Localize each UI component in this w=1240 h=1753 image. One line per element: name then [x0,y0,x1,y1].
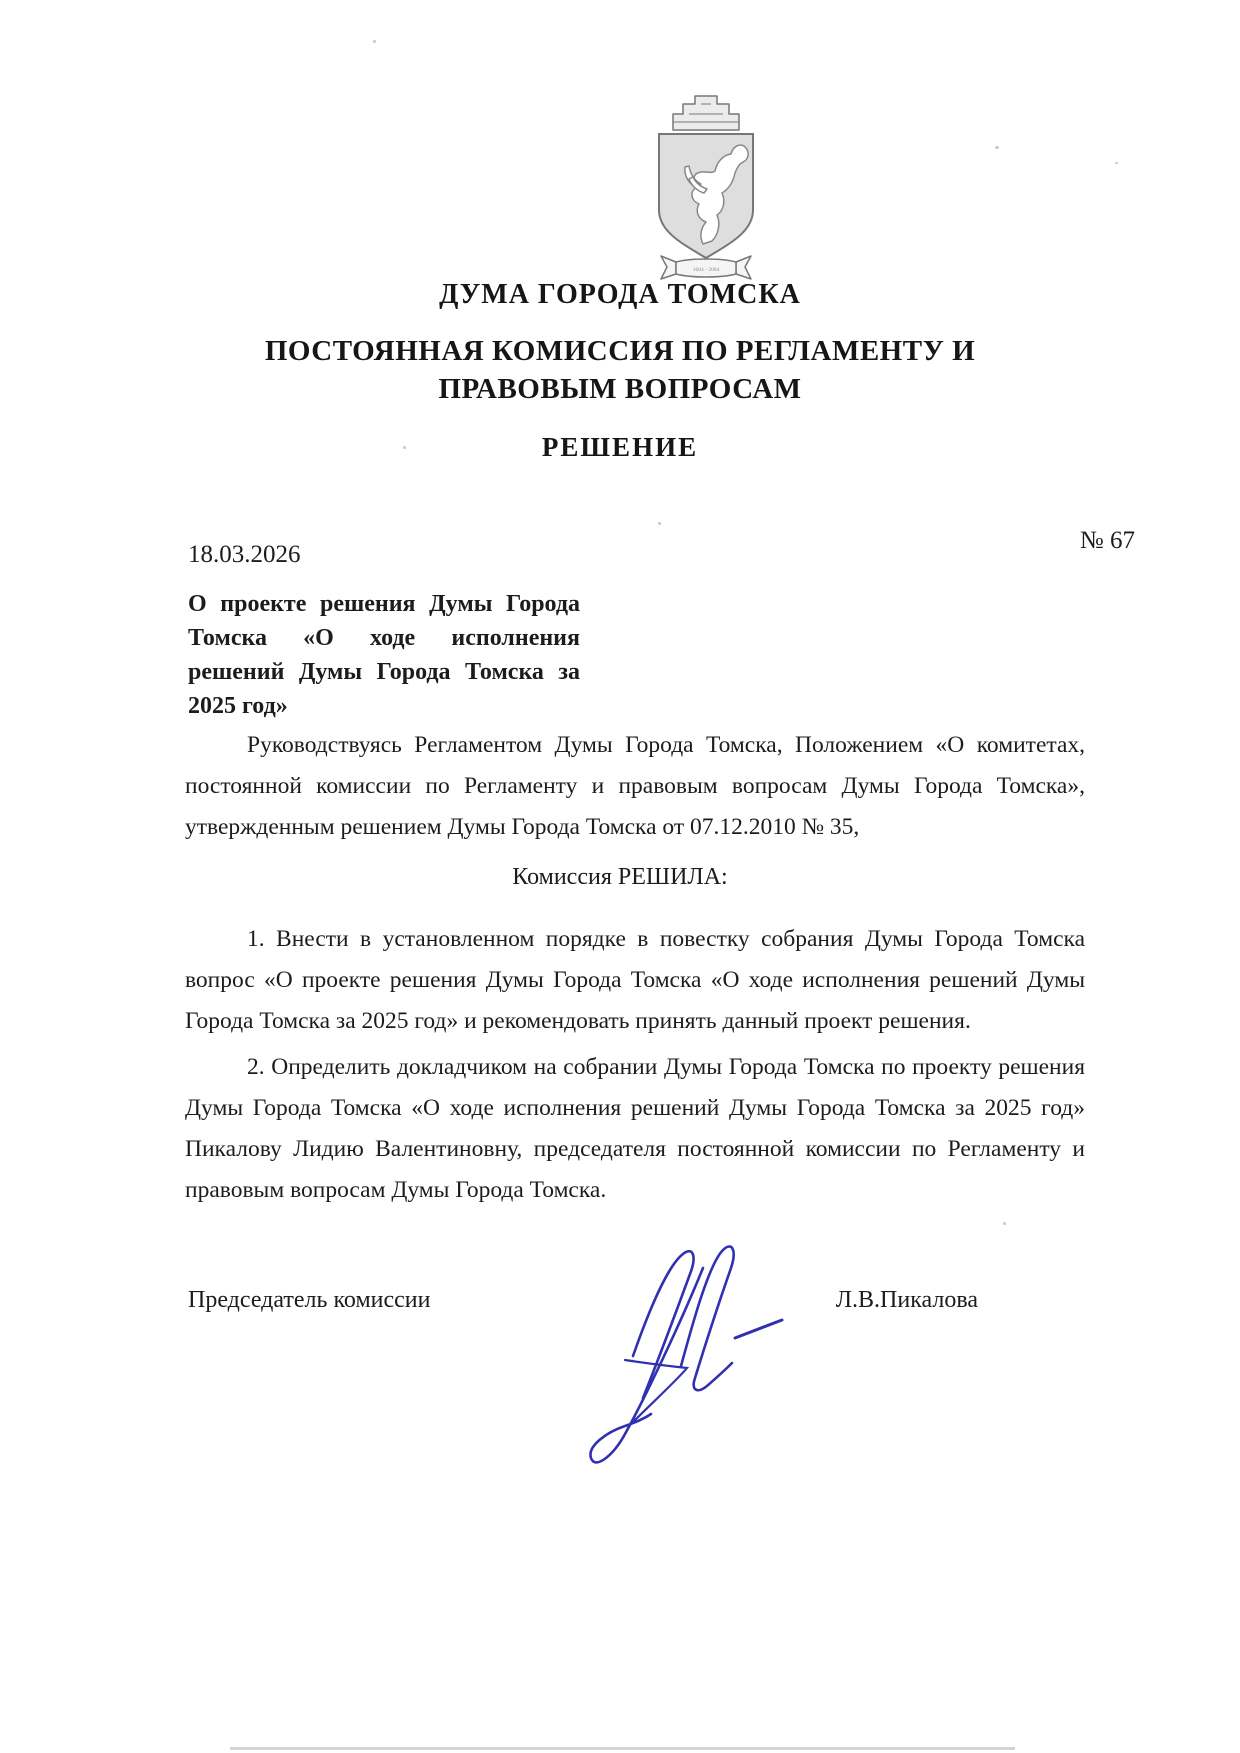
resolution-item-2: 2. Определить докладчиком на собрании Думы Города Томска по проекту решения Думы Города Томска «О ходе исполнения решений Думы Города Томска за 2025 год» Пикалову Лидию Валентиновну, председателя постоянной комиссии по Регламенту и правовым вопросам Думы Города Томска. [185,1054,1085,1203]
document-subject: О проекте решения Думы Города Томска «О ходе исполнения решений Думы Города Томска за 2025 год» [188,591,580,719]
scan-speck [995,146,999,149]
handwritten-signature [585,1238,795,1488]
ribbon-text: 1604 - 2004 [692,267,720,273]
resolution-item-1: 1. Внести в установленном порядке в повестку собрания Думы Города Томска вопрос «О проекте решения Думы Города Томска «О ходе исполнения решений Думы Города Томска за 2025 год» и рекомендовать принять данный проект решения. [185,926,1085,1034]
scan-speck [373,40,376,43]
signer-name: Л.В.Пикалова [835,1287,978,1313]
organization-name: ДУМА ГОРОДА ТОМСКА [439,279,801,310]
signer-position: Председатель комиссии [188,1287,431,1313]
meta-row [0,527,1240,569]
tomsk-coat-of-arms [651,92,761,282]
document-number: № 67 [1079,527,1135,554]
preamble-paragraph: Руководствуясь Регламентом Думы Города Томска, Положением «О комитетах, постоянной комиссии по Регламенту и правовым вопросам Думы Города Томска», утвержденным решением Думы Города Томска от 07.12.2010 № 35, [185,732,1085,840]
scan-speck [403,446,406,449]
commission-name: ПОСТОЯННАЯ КОМИССИЯ ПО РЕГЛАМЕНТУ И ПРАВОВЫМ ВОПРОСАМ [264,335,976,405]
scan-speck [1115,162,1118,164]
scan-speck [658,522,661,525]
mural-crown-icon [673,96,739,130]
document-date: 18.03.2026 [188,541,301,568]
scan-speck [1003,1222,1006,1225]
document-type-heading: РЕШЕНИЕ [541,432,699,462]
scan-artifact-line [230,1747,1015,1750]
resolution-heading: Комиссия РЕШИЛА: [512,864,728,890]
